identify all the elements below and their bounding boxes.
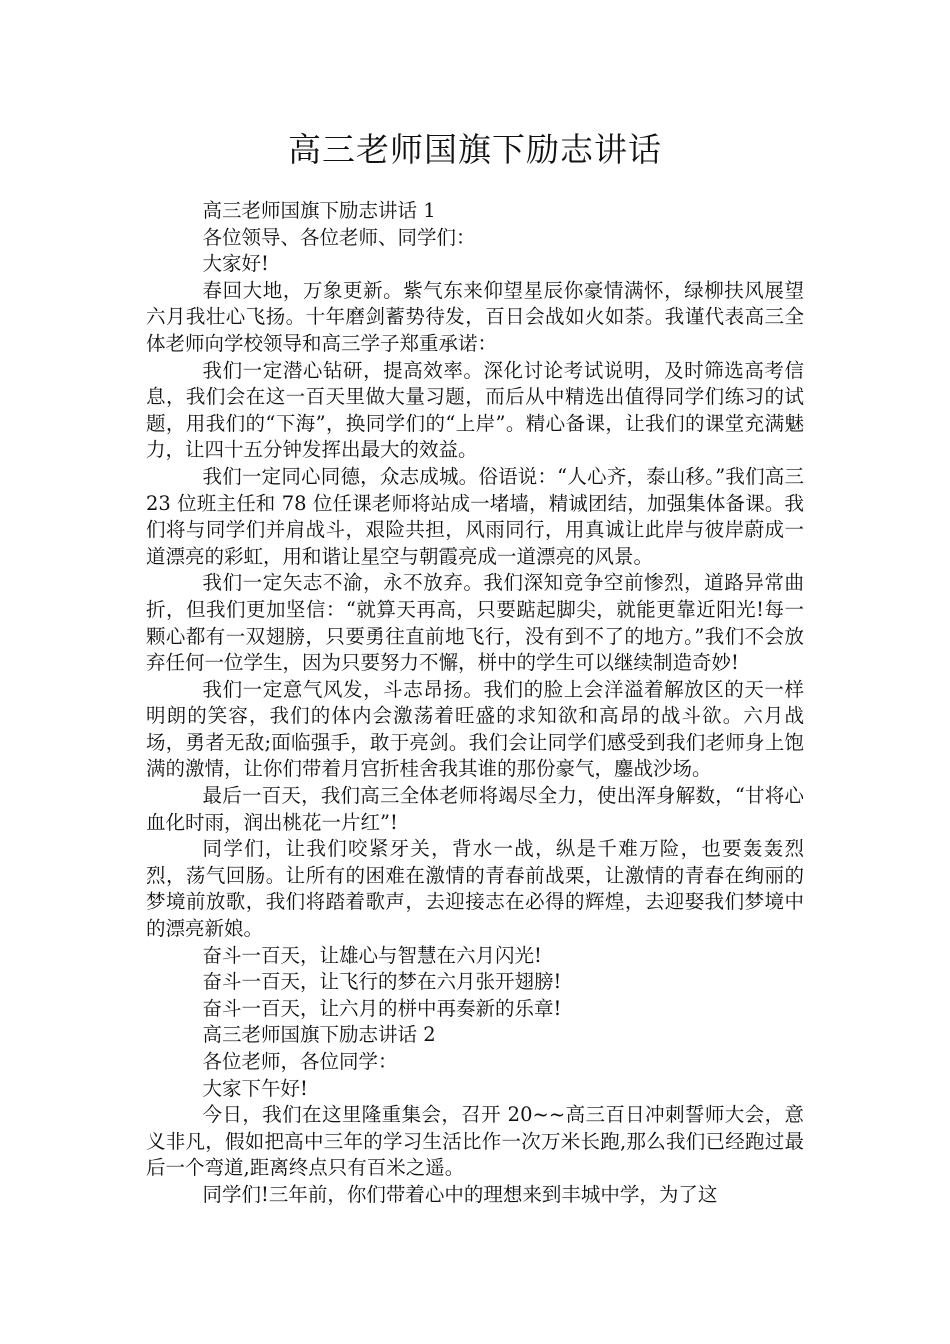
- document-title: 高三老师国旗下励志讲话: [288, 130, 662, 169]
- body-paragraph: 我们一定潜心钻研，提高效率。深化讨论考试说明，及时筛选高考信息，我们会在这一百天里做大量习题，而后从中精选出值得同学们练习的试题，用我们的“下海”，换同学们的“上岸”。精心备课，让我们的课堂充满魅力，让四十五分钟发挥出最大的效益。: [146, 358, 804, 462]
- greeting: 大家下午好!: [202, 1076, 308, 1100]
- body-paragraph: 同学们!三年前，你们带着心中的理想来到丰城中学，为了这: [202, 1182, 718, 1206]
- body-paragraph: 我们一定意气风发，斗志昂扬。我们的脸上会洋溢着解放区的天一样明朗的笑容，我们的体内会激荡着旺盛的求知欲和高昂的战斗欲。六月战场，勇者无敌;面临强手，敢于亮剑。我们会让同学们感受到我们老师身上饱满的激情，让你们带着月宫折桂舍我其谁的那份豪气，鏖战沙场。: [146, 677, 804, 781]
- speech-heading-1: 高三老师国旗下励志讲话 1: [202, 199, 436, 222]
- slogan-line: 奋斗一百天，让雄心与智慧在六月闪光!: [202, 943, 542, 967]
- document-body: [146, 198, 804, 1209]
- body-paragraph: 今日，我们在这里隆重集会，召开 20~~高三百日冲刺誓师大会，意义非凡，假如把高中三年的学习生活比作一次万米长跑,那么我们已经跑过最后一个弯道,距离终点只有百米之遥。: [146, 1103, 804, 1180]
- salutation: 各位老师，各位同学：: [202, 1050, 398, 1073]
- body-paragraph: 最后一百天，我们高三全体老师将竭尽全力，使出浑身解数，“甘将心血化时雨，润出桃花一片红”!: [146, 784, 804, 834]
- body-paragraph: 春回大地，万象更新。紫气东来仰望星辰你豪情满怀，绿柳扶风展望六月我壮心飞扬。十年磨剑蓄势待发，百日会战如火如荼。我谨代表高三全体老师向学校领导和高三学子郑重承诺：: [146, 278, 804, 355]
- slogan-line: 奋斗一百天，让飞行的梦在六月张开翅膀!: [202, 970, 562, 994]
- salutation: 各位领导、各位老师、同学们：: [202, 225, 476, 249]
- speech-heading-2: 高三老师国旗下励志讲话 2: [202, 1023, 436, 1047]
- body-paragraph: 我们一定矢志不渝，永不放弃。我们深知竞争空前惨烈，道路异常曲折，但我们更加坚信：“就算天再高，只要踮起脚尖，就能更靠近阳光!每一颗心都有一双翅膀，只要勇往直前地飞行，没有到不了的地方。”我们不会放弃任何一位学生，因为只要努力不懈，栟中的学生可以继续制造奇妙!: [146, 571, 804, 675]
- greeting: 大家好!: [202, 252, 269, 276]
- body-paragraph: 我们一定同心同德，众志成城。俗语说：“人心齐，泰山移。”我们高三 23 位班主任和 78 位任课老师将站成一堵墙，精诚团结，加强集体备课。我们将与同学们并肩战斗，艰险共担，风雨同行，用真诚让此岸与彼岸蔚成一道漂亮的彩虹，用和谐让星空与朝霞亮成一道漂亮的风景。: [146, 464, 804, 568]
- body-paragraph: 同学们，让我们咬紧牙关，背水一战，纵是千难万险，也要轰轰烈烈，荡气回肠。让所有的困难在激情的青春前战栗，让激情的青春在绚丽的梦境前放歌，我们将踏着歌声，去迎接志在必得的辉煌，去迎娶我们梦境中的漂亮新娘。: [146, 837, 804, 941]
- slogan-line: 奋斗一百天，让六月的栟中再奏新的乐章!: [202, 996, 562, 1020]
